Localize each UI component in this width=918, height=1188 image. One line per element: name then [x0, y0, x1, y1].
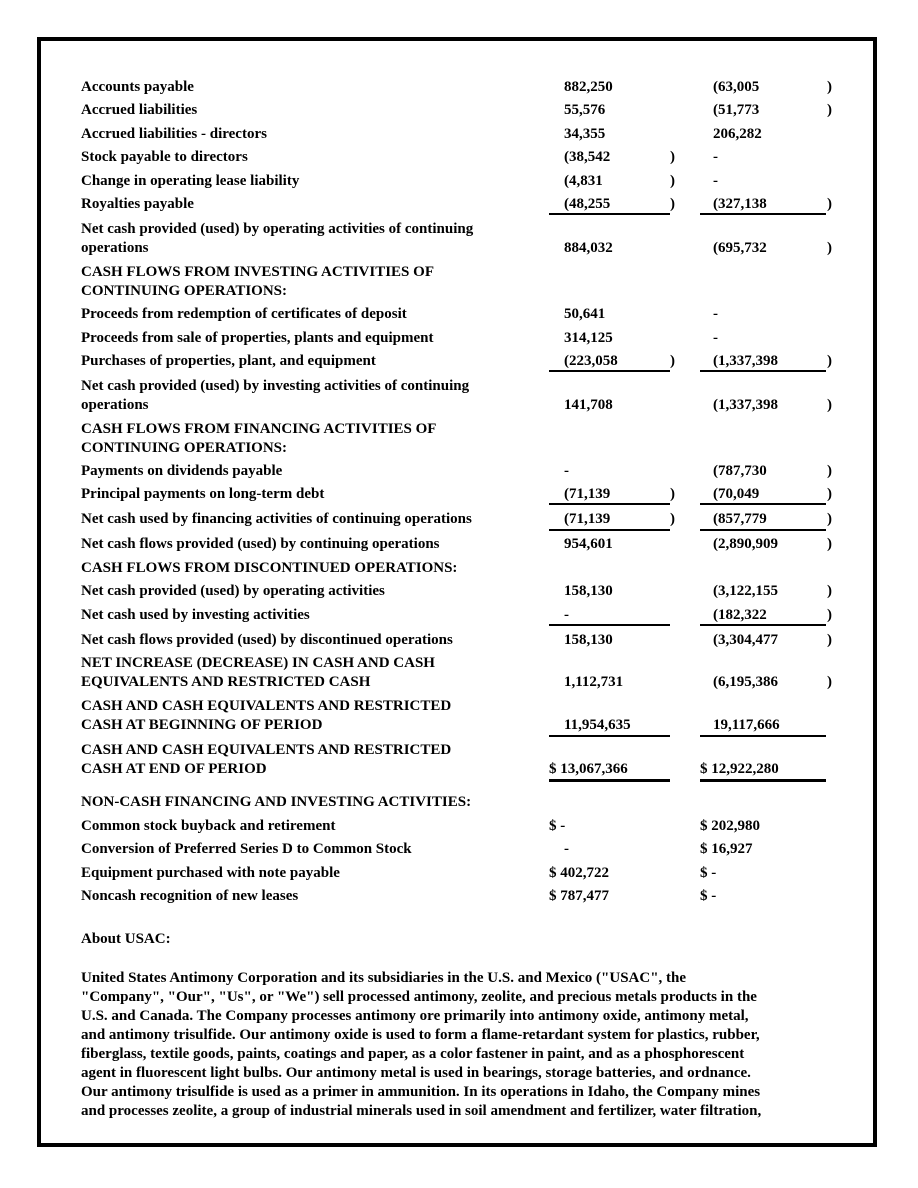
value-col1: 314,125 [564, 330, 613, 346]
paren-col2: ) [827, 583, 832, 599]
row-label: Accrued liabilities - directors [81, 126, 267, 142]
row-label: Net cash used by investing activities [81, 607, 310, 623]
row-label: Payments on dividends payable [81, 463, 283, 479]
paren-col2: ) [827, 511, 832, 527]
value-col1: (38,542 [564, 149, 611, 165]
row-label: Net cash provided (used) by investing activities of continuing [81, 378, 470, 394]
row-label: Accrued liabilities [81, 102, 198, 118]
paren-col2: ) [827, 632, 832, 648]
about-line: and antimony trisulfide. Our antimony oxide is used to form a flame-retardant system for plastics, rubber, [81, 1027, 760, 1043]
value-col1: 1,112,731 [564, 674, 624, 690]
value-col2: (3,122,155 [713, 583, 778, 599]
value-col2: (695,732 [713, 240, 767, 256]
row-label: Net cash flows provided (used) by continuing operations [81, 536, 440, 552]
value-col1: 55,576 [564, 102, 606, 118]
row-label: Proceeds from redemption of certificates of deposit [81, 306, 407, 322]
value-col2: (787,730 [713, 463, 767, 479]
paren-col2: ) [827, 463, 832, 479]
value-col2: (2,890,909 [713, 536, 778, 552]
value-col2: $ 16,927 [700, 841, 753, 857]
value-col2: - [713, 149, 718, 165]
value-col1: 882,250 [564, 79, 613, 95]
paren-col2: ) [827, 353, 832, 369]
value-col1: - [564, 841, 569, 857]
value-col2: (1,337,398 [713, 353, 778, 369]
row-label: CASH AND CASH EQUIVALENTS AND RESTRICTED [81, 698, 452, 714]
paren-col1: ) [670, 173, 675, 189]
paren-col2: ) [827, 102, 832, 118]
value-col2: (1,337,398 [713, 397, 778, 413]
value-col2: (51,773 [713, 102, 760, 118]
underline [700, 213, 826, 215]
row-label: CASH AND CASH EQUIVALENTS AND RESTRICTED [81, 742, 452, 758]
value-col1: (48,255 [564, 196, 611, 212]
value-col1: (71,139 [564, 511, 611, 527]
underline [700, 370, 826, 372]
about-line: "Company", "Our", "Us", or "We") sell processed antimony, zeolite, and precious metals products in the [81, 989, 757, 1005]
underline [549, 624, 670, 626]
row-label: Change in operating lease liability [81, 173, 300, 189]
value-col1: $ - [549, 818, 566, 834]
row-label: Common stock buyback and retirement [81, 818, 336, 834]
value-col1: 884,032 [564, 240, 613, 256]
value-col2: (3,304,477 [713, 632, 778, 648]
value-col2: (6,195,386 [713, 674, 778, 690]
paren-col2: ) [827, 397, 832, 413]
value-col1: $ 787,477 [549, 888, 609, 904]
underline [700, 735, 826, 737]
row-label-line2: operations [81, 240, 149, 256]
row-label: NET INCREASE (DECREASE) IN CASH AND CASH [81, 655, 435, 671]
value-col1: 11,954,635 [564, 717, 631, 733]
paren-col1: ) [670, 486, 675, 502]
row-label: Conversion of Preferred Series D to Common Stock [81, 841, 412, 857]
paren-col2: ) [827, 196, 832, 212]
paren-col2: ) [827, 240, 832, 256]
underline [549, 503, 670, 505]
value-col1: $ 402,722 [549, 865, 609, 881]
about-line: United States Antimony Corporation and its subsidiaries in the U.S. and Mexico ("USAC", the [81, 970, 687, 986]
value-col1: $ 13,067,366 [549, 761, 628, 777]
paren-col2: ) [827, 607, 832, 623]
row-label: Net cash flows provided (used) by discontinued operations [81, 632, 453, 648]
row-label: Accounts payable [81, 79, 194, 95]
value-col2: - [713, 306, 718, 322]
about-line: U.S. and Canada. The Company processes antimony ore primarily into antimony oxide, antimony metal, [81, 1008, 749, 1024]
value-col2: - [713, 330, 718, 346]
row-label-line2: operations [81, 397, 149, 413]
value-col1: 954,601 [564, 536, 613, 552]
row-label-line2: CASH AT END OF PERIOD [81, 761, 267, 777]
value-col1: 34,355 [564, 126, 606, 142]
row-label: Purchases of properties, plant, and equipment [81, 353, 376, 369]
about-line: agent in fluorescent light bulbs. Our antimony metal is used in bearings, storage batteries, and ordnance. [81, 1065, 751, 1081]
value-col2: $ - [700, 888, 717, 904]
paren-col2: ) [827, 79, 832, 95]
value-col1: (223,058 [564, 353, 618, 369]
value-col1: 158,130 [564, 583, 613, 599]
row-label: Net cash provided (used) by operating activities [81, 583, 385, 599]
row-label: Net cash used by financing activities of continuing operations [81, 511, 472, 527]
paren-col1: ) [670, 149, 675, 165]
underline [549, 213, 670, 215]
value-col2: (70,049 [713, 486, 760, 502]
row-label: Noncash recognition of new leases [81, 888, 299, 904]
value-col2: $ 202,980 [700, 818, 760, 834]
value-col2: 19,117,666 [713, 717, 780, 733]
about-paragraph [81, 969, 841, 1121]
row-label: Proceeds from sale of properties, plants and equipment [81, 330, 434, 346]
underline [549, 370, 670, 372]
underline [700, 503, 826, 505]
value-col2: (182,322 [713, 607, 767, 623]
about-heading: About USAC: [81, 931, 171, 947]
underline [549, 735, 670, 737]
underline [549, 529, 670, 531]
paren-col2: ) [827, 536, 832, 552]
value-col2: $ 12,922,280 [700, 761, 779, 777]
value-col2: 206,282 [713, 126, 762, 142]
value-col1: 141,708 [564, 397, 613, 413]
value-col2: (327,138 [713, 196, 767, 212]
paren-col1: ) [670, 511, 675, 527]
value-col2: - [713, 173, 718, 189]
double-underline [549, 779, 670, 782]
value-col1: - [564, 607, 569, 623]
value-col2: $ - [700, 865, 717, 881]
about-line: fiberglass, textile goods, paints, coatings and paper, as a color fastener in paint, and as a phosphorescent [81, 1046, 745, 1062]
paren-col1: ) [670, 353, 675, 369]
row-label: Net cash provided (used) by operating activities of continuing [81, 221, 474, 237]
underline [700, 529, 826, 531]
row-label-line2: EQUIVALENTS AND RESTRICTED CASH [81, 674, 371, 690]
paren-col1: ) [670, 196, 675, 212]
value-col1: (71,139 [564, 486, 611, 502]
about-line: Our antimony trisulfide is used as a primer in ammunition. In its operations in Idaho, the Company mines [81, 1084, 761, 1100]
about-line: and processes zeolite, a group of industrial minerals used in soil amendment and fertilizer, water filtration, [81, 1103, 762, 1119]
value-col1: - [564, 463, 569, 479]
row-label: Royalties payable [81, 196, 194, 212]
double-underline [700, 779, 826, 782]
underline [700, 624, 826, 626]
paren-col2: ) [827, 674, 832, 690]
row-label: Stock payable to directors [81, 149, 248, 165]
value-col1: (4,831 [564, 173, 603, 189]
value-col2: (857,779 [713, 511, 767, 527]
value-col2: (63,005 [713, 79, 760, 95]
paren-col2: ) [827, 486, 832, 502]
row-label: Principal payments on long-term debt [81, 486, 325, 502]
row-label-line2: CASH AT BEGINNING OF PERIOD [81, 717, 323, 733]
value-col1: 50,641 [564, 306, 606, 322]
value-col1: 158,130 [564, 632, 613, 648]
row-label: Equipment purchased with note payable [81, 865, 340, 881]
